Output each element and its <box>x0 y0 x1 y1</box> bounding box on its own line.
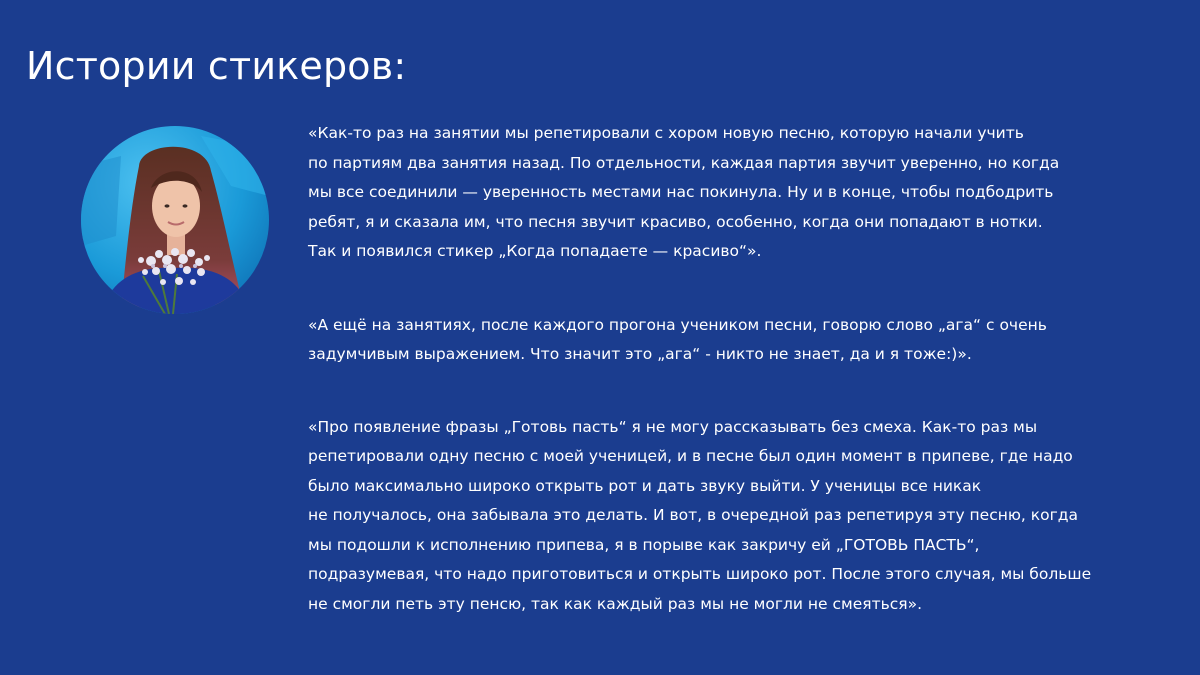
story-line: Так и появился стикер „Когда попадаете — красиво“». <box>308 242 762 260</box>
story-line: мы все соединили — уверенность местами нас покинула. Ну и в конце, чтобы подбодрить <box>308 183 1054 201</box>
story-3 <box>308 413 1178 620</box>
story-line: репетировали одну песню с моей ученицей, и в песне был один момент в припеве, где надо <box>308 447 1073 465</box>
page-title: Истории стикеров: <box>26 44 407 88</box>
story-line: было максимально широко открыть рот и дать звуку выйти. У ученицы все никак <box>308 476 982 495</box>
avatar <box>81 126 269 314</box>
story-line: мы подошли к исполнению припева, я в порыве как закричу ей „ГОТОВЬ ПАСТЬ“, <box>308 535 980 554</box>
portrait-photo-icon <box>81 126 269 314</box>
stories <box>308 119 1178 619</box>
story-line: ребят, я и сказала им, что песня звучит красиво, особенно, когда они попадают в нотки. <box>308 212 1043 231</box>
story-line: задумчивым выражением. Что значит это „ага“ - никто не знает, да и я тоже:)». <box>308 345 972 363</box>
story-2 <box>308 311 1178 370</box>
story-line: по партиям два занятия назад. По отдельности, каждая партия звучит уверенно, но когда <box>308 153 1060 172</box>
story-line: не получалось, она забывала это делать. И вот, в очередной раз репетируя эту песню, когда <box>308 506 1078 524</box>
story-line: «Про появление фразы „Готовь пасть“ я не могу рассказывать без смеха. Как-то раз мы <box>308 417 1038 436</box>
story-line: «А ещё на занятиях, после каждого прогона учеником песни, говорю слово „ага“ с очень <box>308 315 1047 334</box>
story-line: подразумевая, что надо приготовиться и открыть широко рот. После этого случая, мы больше <box>308 565 1092 583</box>
story-line: «Как-то раз на занятии мы репетировали с хором новую песню, которую начали учить <box>308 124 1024 142</box>
story-line: не смогли петь эту пенсю, так как каждый раз мы не могли не смеяться». <box>308 594 922 613</box>
story-1 <box>308 119 1178 267</box>
